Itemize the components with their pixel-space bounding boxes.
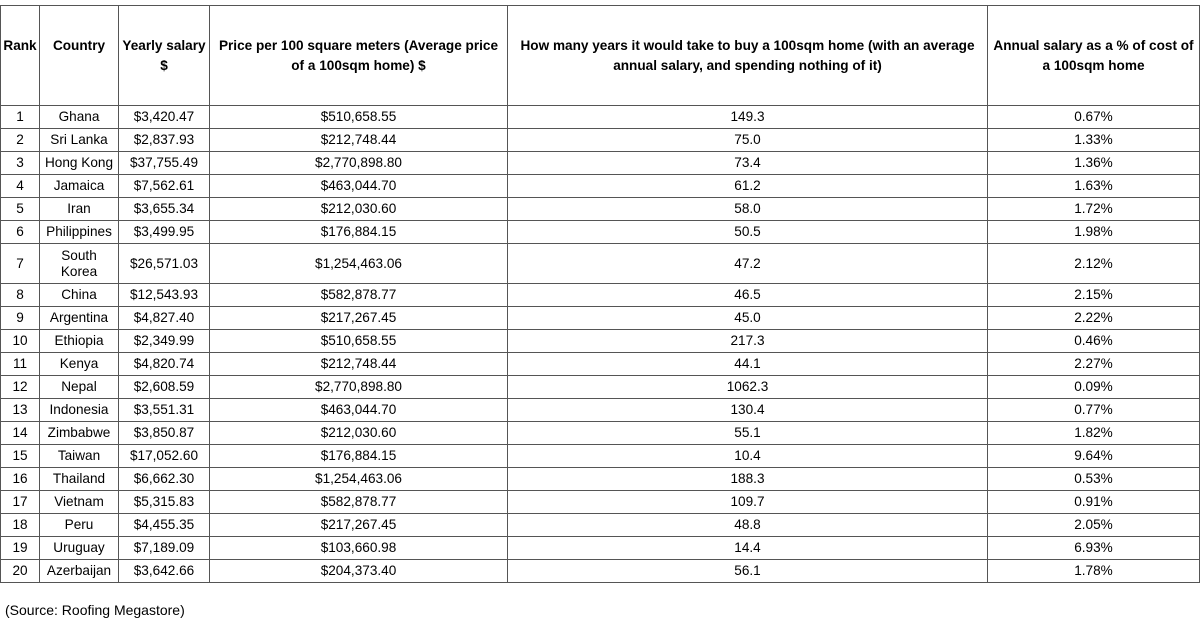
table-row: [1, 445, 1200, 468]
cell-yearly-salary: $2,608.59: [119, 376, 210, 399]
cell-yearly-salary: $5,315.83: [119, 491, 210, 514]
cell-salary-percent: 0.91%: [988, 491, 1200, 514]
header-rank: Rank: [1, 6, 40, 106]
table-row: [1, 330, 1200, 353]
cell-price: $510,658.55: [210, 106, 508, 129]
cell-rank: 12: [1, 376, 40, 399]
cell-price: $1,254,463.06: [210, 468, 508, 491]
cell-price: $2,770,898.80: [210, 152, 508, 175]
cell-yearly-salary: $7,189.09: [119, 537, 210, 560]
cell-country: Argentina: [40, 307, 119, 330]
table-row: [1, 221, 1200, 244]
cell-yearly-salary: $3,551.31: [119, 399, 210, 422]
cell-years: 75.0: [508, 129, 988, 152]
cell-years: 44.1: [508, 353, 988, 376]
table-row: [1, 129, 1200, 152]
cell-price: $463,044.70: [210, 399, 508, 422]
cell-salary-percent: 0.09%: [988, 376, 1200, 399]
cell-price: $212,748.44: [210, 129, 508, 152]
cell-country: Ghana: [40, 106, 119, 129]
cell-salary-percent: 9.64%: [988, 445, 1200, 468]
cell-yearly-salary: $3,655.34: [119, 198, 210, 221]
cell-rank: 5: [1, 198, 40, 221]
cell-salary-percent: 1.72%: [988, 198, 1200, 221]
cell-rank: 19: [1, 537, 40, 560]
cell-price: $212,748.44: [210, 353, 508, 376]
cell-salary-percent: 1.36%: [988, 152, 1200, 175]
cell-country: Philippines: [40, 221, 119, 244]
cell-country: Zimbabwe: [40, 422, 119, 445]
cell-years: 109.7: [508, 491, 988, 514]
cell-yearly-salary: $17,052.60: [119, 445, 210, 468]
cell-salary-percent: 2.05%: [988, 514, 1200, 537]
cell-years: 46.5: [508, 284, 988, 307]
header-yearly-salary: Yearly salary $: [119, 6, 210, 106]
table-row: [1, 244, 1200, 284]
cell-rank: 15: [1, 445, 40, 468]
cell-salary-percent: 0.46%: [988, 330, 1200, 353]
cell-rank: 9: [1, 307, 40, 330]
cell-yearly-salary: $6,662.30: [119, 468, 210, 491]
cell-salary-percent: 2.27%: [988, 353, 1200, 376]
cell-country: Ethiopia: [40, 330, 119, 353]
cell-rank: 17: [1, 491, 40, 514]
cell-price: $217,267.45: [210, 514, 508, 537]
cell-rank: 10: [1, 330, 40, 353]
cell-rank: 2: [1, 129, 40, 152]
cell-country: Thailand: [40, 468, 119, 491]
cell-years: 50.5: [508, 221, 988, 244]
table-row: [1, 353, 1200, 376]
cell-price: $510,658.55: [210, 330, 508, 353]
cell-yearly-salary: $4,827.40: [119, 307, 210, 330]
cell-price: $217,267.45: [210, 307, 508, 330]
cell-rank: 11: [1, 353, 40, 376]
cell-yearly-salary: $3,420.47: [119, 106, 210, 129]
cell-rank: 3: [1, 152, 40, 175]
cell-salary-percent: 2.22%: [988, 307, 1200, 330]
cell-yearly-salary: $3,850.87: [119, 422, 210, 445]
cell-yearly-salary: $26,571.03: [119, 244, 210, 284]
cell-salary-percent: 1.98%: [988, 221, 1200, 244]
table-row: [1, 106, 1200, 129]
cell-rank: 18: [1, 514, 40, 537]
cell-price: $204,373.40: [210, 560, 508, 583]
cell-price: $1,254,463.06: [210, 244, 508, 284]
table-row: [1, 491, 1200, 514]
cell-country: Nepal: [40, 376, 119, 399]
cell-salary-percent: 2.12%: [988, 244, 1200, 284]
cell-years: 45.0: [508, 307, 988, 330]
cell-years: 73.4: [508, 152, 988, 175]
cell-salary-percent: 2.15%: [988, 284, 1200, 307]
cell-years: 55.1: [508, 422, 988, 445]
cell-rank: 14: [1, 422, 40, 445]
header-years-to-buy: How many years it would take to buy a 100sqm home (with an average annual salary, and spending nothing of it): [508, 6, 988, 106]
cell-yearly-salary: $4,455.35: [119, 514, 210, 537]
cell-rank: 6: [1, 221, 40, 244]
cell-country: Indonesia: [40, 399, 119, 422]
cell-years: 217.3: [508, 330, 988, 353]
cell-rank: 16: [1, 468, 40, 491]
cell-price: $582,878.77: [210, 284, 508, 307]
cell-yearly-salary: $3,642.66: [119, 560, 210, 583]
cell-years: 61.2: [508, 175, 988, 198]
cell-salary-percent: 0.77%: [988, 399, 1200, 422]
cell-years: 56.1: [508, 560, 988, 583]
housing-affordability-table: [0, 5, 1200, 583]
cell-yearly-salary: $12,543.93: [119, 284, 210, 307]
cell-yearly-salary: $37,755.49: [119, 152, 210, 175]
cell-salary-percent: 1.82%: [988, 422, 1200, 445]
table-row: [1, 284, 1200, 307]
cell-country: Sri Lanka: [40, 129, 119, 152]
cell-rank: 20: [1, 560, 40, 583]
cell-yearly-salary: $2,349.99: [119, 330, 210, 353]
header-price-per-100sqm: Price per 100 square meters (Average price of a 100sqm home) $: [210, 6, 508, 106]
table-row: [1, 514, 1200, 537]
cell-salary-percent: 1.78%: [988, 560, 1200, 583]
cell-years: 48.8: [508, 514, 988, 537]
cell-country: Uruguay: [40, 537, 119, 560]
table-row: [1, 307, 1200, 330]
table-header-row: [1, 6, 1200, 106]
cell-price: $212,030.60: [210, 422, 508, 445]
cell-country: Taiwan: [40, 445, 119, 468]
cell-country: Vietnam: [40, 491, 119, 514]
cell-yearly-salary: $4,820.74: [119, 353, 210, 376]
cell-rank: 8: [1, 284, 40, 307]
cell-yearly-salary: $7,562.61: [119, 175, 210, 198]
cell-salary-percent: 0.53%: [988, 468, 1200, 491]
table-row: [1, 175, 1200, 198]
cell-price: $463,044.70: [210, 175, 508, 198]
cell-country: Hong Kong: [40, 152, 119, 175]
cell-years: 14.4: [508, 537, 988, 560]
cell-country: Kenya: [40, 353, 119, 376]
table-row: [1, 198, 1200, 221]
cell-country: South Korea: [40, 244, 119, 284]
table-row: [1, 152, 1200, 175]
cell-years: 188.3: [508, 468, 988, 491]
cell-price: $176,884.15: [210, 221, 508, 244]
table-row: [1, 399, 1200, 422]
cell-years: 47.2: [508, 244, 988, 284]
cell-years: 149.3: [508, 106, 988, 129]
cell-salary-percent: 6.93%: [988, 537, 1200, 560]
table-body: [1, 106, 1200, 583]
header-salary-percent: Annual salary as a % of cost of a 100sqm home: [988, 6, 1200, 106]
cell-country: Azerbaijan: [40, 560, 119, 583]
cell-country: Peru: [40, 514, 119, 537]
cell-years: 1062.3: [508, 376, 988, 399]
cell-rank: 13: [1, 399, 40, 422]
cell-country: Jamaica: [40, 175, 119, 198]
cell-salary-percent: 0.67%: [988, 106, 1200, 129]
cell-country: Iran: [40, 198, 119, 221]
cell-rank: 7: [1, 244, 40, 284]
table-row: [1, 468, 1200, 491]
table-row: [1, 560, 1200, 583]
table-row: [1, 422, 1200, 445]
cell-rank: 4: [1, 175, 40, 198]
table-row: [1, 376, 1200, 399]
source-note: (Source: Roofing Megastore): [5, 602, 185, 618]
cell-yearly-salary: $3,499.95: [119, 221, 210, 244]
cell-price: $212,030.60: [210, 198, 508, 221]
cell-years: 58.0: [508, 198, 988, 221]
cell-country: China: [40, 284, 119, 307]
cell-years: 130.4: [508, 399, 988, 422]
cell-price: $176,884.15: [210, 445, 508, 468]
table-row: [1, 537, 1200, 560]
cell-years: 10.4: [508, 445, 988, 468]
cell-price: $2,770,898.80: [210, 376, 508, 399]
cell-price: $582,878.77: [210, 491, 508, 514]
cell-salary-percent: 1.33%: [988, 129, 1200, 152]
cell-yearly-salary: $2,837.93: [119, 129, 210, 152]
cell-rank: 1: [1, 106, 40, 129]
cell-salary-percent: 1.63%: [988, 175, 1200, 198]
cell-price: $103,660.98: [210, 537, 508, 560]
header-country: Country: [40, 6, 119, 106]
